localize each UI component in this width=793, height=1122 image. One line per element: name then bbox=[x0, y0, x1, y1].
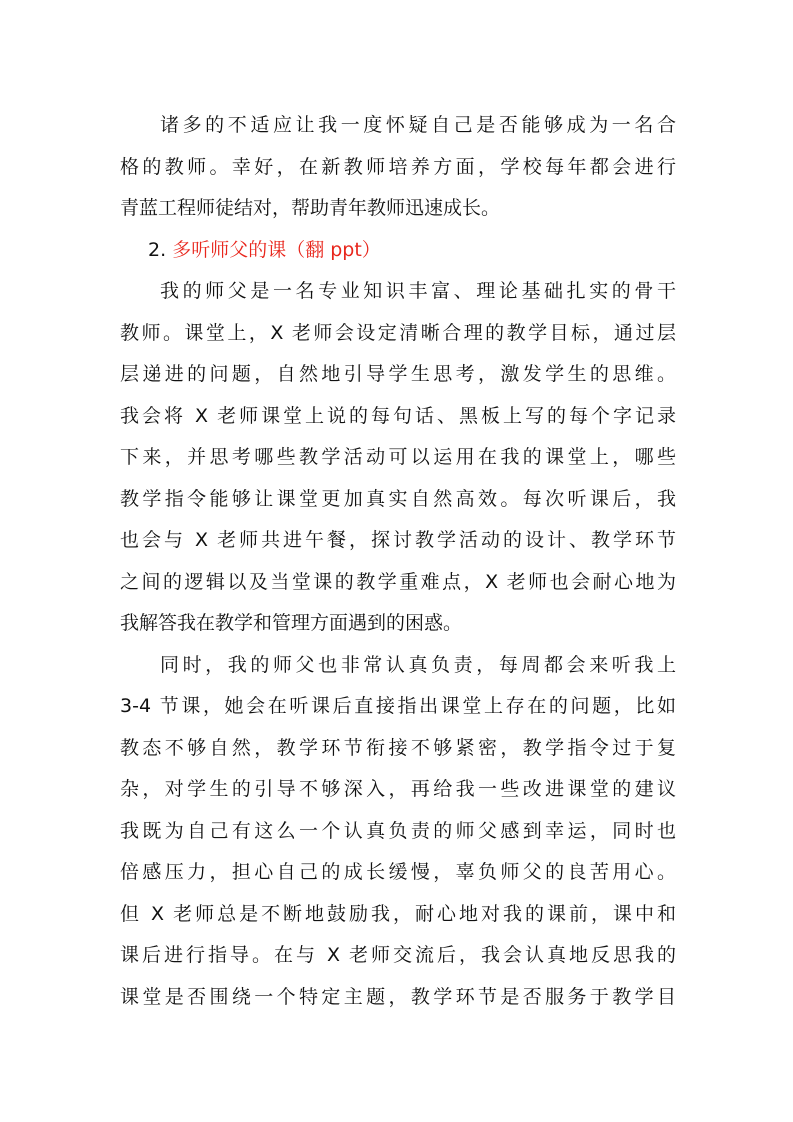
section-heading-text: 多听师父的课（翻 ppt） bbox=[172, 238, 381, 261]
paragraph-3-line: 课后进行指导。在与 X 老师交流后，我会认真地反思我的 bbox=[120, 944, 676, 966]
section-heading bbox=[120, 230, 676, 272]
paragraph-3-line: 我既为自己有这么一个认真负责的师父感到幸运，同时也 bbox=[120, 819, 676, 842]
paragraph-2-line: 层递进的问题，自然地引导学生思考，激发学生的思维。 bbox=[120, 363, 676, 385]
paragraph-3-line: 杂，对学生的引导不够深入，再给我一些改进课堂的建议 bbox=[120, 778, 676, 800]
paragraph-1-line: 诸多的不适应让我一度怀疑自己是否能够成为一名合 bbox=[160, 114, 676, 136]
paragraph-3-line: 同时，我的师父也非常认真负责，每周都会来听我上 bbox=[160, 653, 676, 676]
paragraph-2-line: 我的师父是一名专业知识丰富、理论基础扎实的骨干 bbox=[160, 280, 676, 302]
paragraph-3-line: 课堂是否围绕一个特定主题，教学环节是否服务于教学目 bbox=[120, 985, 676, 1008]
paragraph-3-line: 3-4 节课，她会在听课后直接指出课堂上存在的问题，比如 bbox=[120, 695, 676, 717]
paragraph-3-line: 教态不够自然，教学环节衔接不够紧密，教学指令过于复 bbox=[120, 736, 676, 759]
paragraph-2-line: 下来，并思考哪些教学活动可以运用在我的课堂上，哪些 bbox=[120, 446, 676, 468]
paragraph-2-line: 也会与 X 老师共进午餐，探讨教学活动的设计、教学环节 bbox=[120, 529, 676, 551]
document-body bbox=[120, 105, 676, 1018]
paragraph-1-line: 青蓝工程师徒结对，帮助青年教师迅速成长。 bbox=[120, 197, 501, 219]
paragraph-3-line: 倍感压力，担心自己的成长缓慢，辜负师父的良苦用心。 bbox=[120, 861, 676, 883]
paragraph-2-line: 之间的逻辑以及当堂课的教学重难点，X 老师也会耐心地为 bbox=[120, 570, 676, 593]
paragraph-2-line: 教学指令能够让课堂更加真实自然高效。每次听课后，我 bbox=[120, 487, 676, 510]
paragraph-2-line: 教师。课堂上，X 老师会设定清晰合理的教学目标，通过层 bbox=[120, 321, 676, 344]
paragraph-2-line: 我会将 X 老师课堂上说的每句话、黑板上写的每个字记录 bbox=[120, 404, 676, 427]
paragraph-1-line: 格的教师。幸好，在新教师培养方面，学校每年都会进行 bbox=[120, 155, 676, 178]
paragraph-3-line: 但 X 老师总是不断地鼓励我，耐心地对我的课前，课中和 bbox=[120, 902, 676, 925]
paragraph-2-line: 我解答我在教学和管理方面遇到的困惑。 bbox=[120, 612, 463, 634]
section-heading-number: 2. bbox=[148, 238, 167, 261]
